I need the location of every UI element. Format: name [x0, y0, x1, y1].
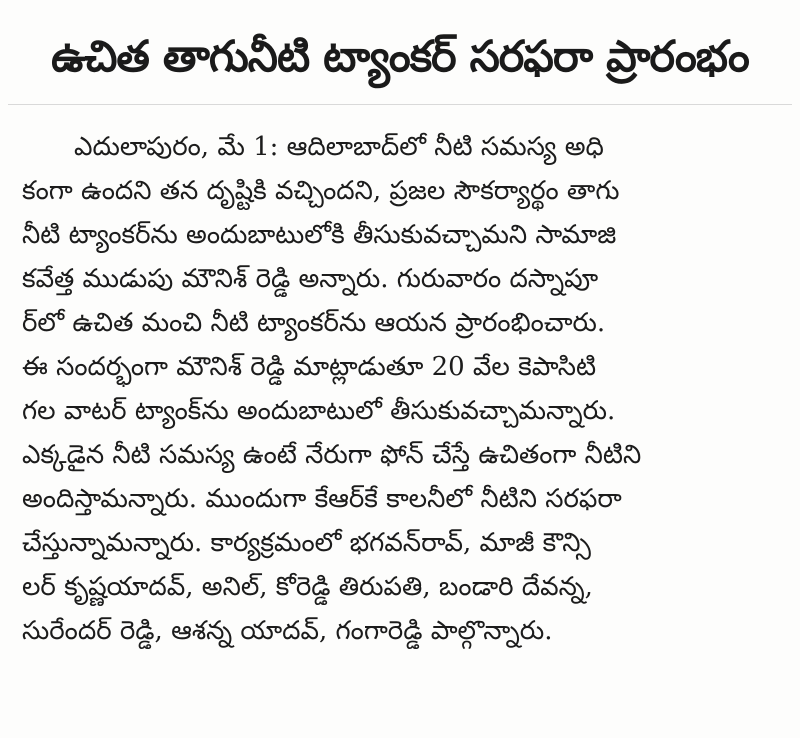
body-line: కవేత్త ముడుపు మౌనిశ్ రెడ్డి అన్నారు. గురువారం దస్నాపూ [22, 264, 599, 294]
body-line: ర్‌లో ఉచిత మంచి నీటి ట్యాంకర్‌ను ఆయన ప్రారంభించారు. [22, 308, 606, 338]
body-line: చేస్తున్నామన్నారు. కార్యక్రమంలో భగవన్‌రావ్, మాజీ కౌన్సి [22, 528, 591, 558]
body-line: అందిస్తామన్నారు. ముందుగా కేఆర్‌కే కాలనీలో నీటిని సరఫరా [22, 484, 622, 514]
body-line: ఎక్కడైన నీటి సమస్య ఉంటే నేరుగా ఫోన్ చేస్తే ఉచితంగా నీటిని [22, 440, 642, 470]
body-line: గల వాటర్ ట్యాంక్‌ను అందుబాటులో తీసుకువచ్చామన్నారు. [22, 396, 616, 426]
headline: ఉచిత తాగునీటి ట్యాంకర్ సరఫరా ప్రారంభం [51, 32, 749, 82]
body-line: కంగా ఉందని తన దృష్టికి వచ్చిందని, ప్రజల సౌకర్యార్థం తాగు [22, 176, 620, 206]
body-line: ఎదులాపురం, మే 1: ఆదిలాబాద్‌లో నీటి సమస్య అధి [74, 132, 604, 162]
body-line: ఈ సందర్భంగా మౌనిశ్ రెడ్డి మాట్లాడుతూ 20 వేల కెపాసిటి [22, 352, 597, 382]
body-line: లర్ కృష్ణయాదవ్, అనిల్, కోరెడ్డి తిరుపతి, బండారి దేవన్న, [22, 572, 593, 602]
article-body [22, 125, 778, 653]
headline-divider [8, 104, 792, 105]
body-line: సురేందర్ రెడ్డి, ఆశన్న యాదవ్, గంగారెడ్డి పాల్గొన్నారు. [22, 616, 553, 646]
body-line: నీటి ట్యాంకర్‌ను అందుబాటులోకి తీసుకువచ్చామని సామాజి [22, 220, 617, 250]
